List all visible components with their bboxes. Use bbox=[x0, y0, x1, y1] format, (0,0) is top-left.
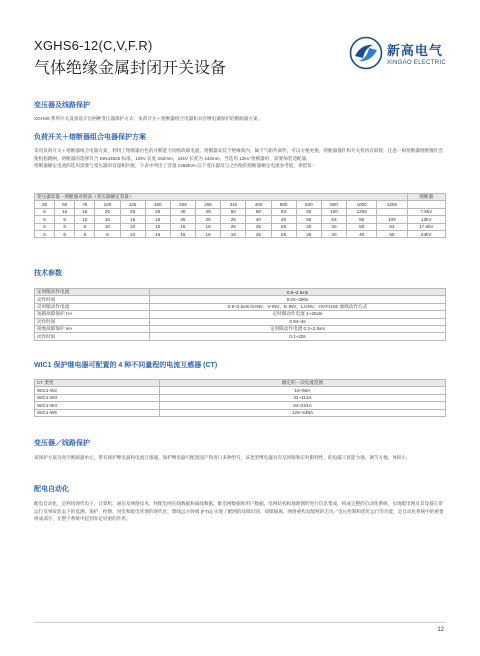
table-cell: 6 bbox=[95, 230, 120, 237]
table-cell: 16 bbox=[221, 230, 246, 237]
section-text: 配电自动化，是利用现代电子、计算机、通信及网络技术，将配电网在线数据和离线数据、配电网数据和用户数据、电网结构和地理图形进行信息集成，构成完整的自动化系统，实现配电网及其设备正常运行及事故状态下的监测、保护、控制、用电和配电管理的现代化，馈线远方终端 (FTU) 实现了配网的故障识别、故障隔离、网络重构及配网的无功／电压控制和优化运行等功能，是自动化系统中的重要组成部分，在整个系统中起到举足轻重的作用。 bbox=[34, 501, 444, 522]
table-cell: WIC1-W3 bbox=[35, 394, 160, 401]
table-cell bbox=[407, 201, 445, 208]
table-cell: 16 bbox=[196, 230, 221, 237]
table-cell: 40 bbox=[321, 230, 346, 237]
table-cell: 1250 bbox=[347, 208, 377, 215]
table-cell: 50 bbox=[221, 208, 246, 215]
table-cell: 动作时间 bbox=[35, 333, 150, 340]
section-heading: WIC1 保护继电器可配置的 4 种不同量程的电流互感器 (CT) bbox=[34, 362, 218, 369]
table-cell: 24kV bbox=[407, 230, 445, 237]
table-cell: 25 bbox=[95, 208, 120, 215]
table-cell: 16 bbox=[75, 208, 95, 215]
ct-range-table bbox=[34, 379, 446, 417]
table-cell: 25 bbox=[35, 201, 55, 208]
table-cell: 6 bbox=[75, 223, 95, 230]
table-cell: 25 bbox=[145, 208, 170, 215]
table-cell: 6 bbox=[35, 223, 55, 230]
table-cell: 6 bbox=[35, 216, 55, 223]
table-cell: 50 bbox=[246, 208, 271, 215]
section-heading: 技术参数 bbox=[34, 270, 62, 277]
section-transformer-line-protection bbox=[34, 100, 446, 123]
table-cell: 25 bbox=[196, 216, 221, 223]
table-cell: 16 bbox=[55, 208, 75, 215]
table-cell: 6 bbox=[35, 208, 55, 215]
table-cell: 50 bbox=[296, 216, 321, 223]
logo-emblem-icon bbox=[349, 36, 383, 70]
table-cell: 定时限动作电流 bbox=[35, 289, 150, 296]
table-cell: 16~56A bbox=[160, 387, 446, 394]
table-cell: 40 bbox=[321, 223, 346, 230]
page-number: 12 bbox=[437, 627, 444, 633]
product-model: XGHS6-12(C,V,F.R) bbox=[34, 38, 153, 53]
table-cell: 100 bbox=[377, 216, 407, 223]
table-cell: 16 bbox=[95, 216, 120, 223]
section-tech-params bbox=[34, 268, 446, 341]
table-cell: 0.04~300s bbox=[150, 296, 446, 303]
table-cell: 动作时间 bbox=[35, 318, 150, 325]
table-cell: 80 bbox=[347, 216, 377, 223]
table-cell: 40 bbox=[271, 216, 296, 223]
table-cell: 17.5kV bbox=[407, 223, 445, 230]
table-cell: 6 bbox=[35, 230, 55, 237]
table-cell: 125 bbox=[120, 201, 145, 208]
table-cell: 16 bbox=[145, 216, 170, 223]
table-header-cell: 变压器容量－熔断器对照表（变压器额定容量） bbox=[35, 194, 408, 201]
table-row bbox=[35, 402, 446, 409]
table-cell: 400 bbox=[246, 201, 271, 208]
table-cell: 10 bbox=[95, 223, 120, 230]
table-cell: WIC1-W2 bbox=[35, 387, 160, 394]
table-row bbox=[35, 311, 446, 318]
table-cell: 定时限动作电流 0.2~2.5xIs bbox=[150, 325, 446, 332]
table-cell: 63 bbox=[377, 223, 407, 230]
table-cell: 100 bbox=[321, 208, 346, 215]
section-text-2: 熔断器额定电流的选用需要与变压器的容量相匹配，下表中列出了容量 1250kVA 以下变压器及与之匹配的熔断器额定电流参考值，供借鉴： bbox=[34, 163, 317, 169]
table-cell: 短路故障保护 I>> bbox=[35, 311, 150, 318]
table-cell: 10 bbox=[120, 223, 145, 230]
table-cell: 25 bbox=[246, 223, 271, 230]
table-cell: 0.9~2.5xIs bbox=[150, 289, 446, 296]
table-row bbox=[35, 201, 446, 208]
table-cell: 16 bbox=[170, 223, 195, 230]
table-row bbox=[35, 387, 446, 394]
company-logo bbox=[349, 36, 446, 70]
table-cell: 25 bbox=[271, 230, 296, 237]
table-cell: 25 bbox=[296, 230, 321, 237]
table-cell: 0.1~20s bbox=[150, 333, 446, 340]
table-cell: 40 bbox=[296, 223, 321, 230]
table-cell: CT 类型 bbox=[35, 380, 160, 387]
table-cell: 额定的一次电流范围 bbox=[160, 380, 446, 387]
table-cell: 10 bbox=[75, 216, 95, 223]
table-header-cell: 熔断器 bbox=[407, 194, 445, 201]
table-cell: 16 bbox=[120, 216, 145, 223]
section-transformer-line-protection-2 bbox=[34, 438, 446, 462]
table-row bbox=[35, 380, 446, 387]
table-cell: 动作时间 bbox=[35, 296, 150, 303]
section-text: 采用负荷开关＋熔断器组合电器方案，利用了熔断器出色的开断能力切断故障电流，熔断器安装于绝缘筒内，属于气箱外部件，可以方便更换，熔断器撞针和开关机构有联锁，任意一相熔断器熔断撞针会使机构跳闸，熔断器的选择符合 DIN43625 标准，12kV 长度 292mm，24kV 长度为 442mm，当选用 12kV 熔断器时，需要加装适配器。 bbox=[34, 148, 443, 161]
table-cell: 50 bbox=[55, 201, 75, 208]
table-cell: 25 bbox=[221, 216, 246, 223]
table-cell: 25 bbox=[120, 208, 145, 215]
table-cell: 200 bbox=[170, 201, 195, 208]
table-row bbox=[35, 303, 446, 310]
table-cell: 12kV bbox=[407, 216, 445, 223]
table-cell: 16 bbox=[196, 223, 221, 230]
table-cell: 反时限动作电流 bbox=[35, 303, 150, 310]
table-cell: 63 bbox=[321, 216, 346, 223]
table-cell: 7.5kV bbox=[407, 208, 445, 215]
table-row bbox=[35, 318, 446, 325]
section-distribution-automation bbox=[34, 484, 446, 523]
table-row bbox=[35, 223, 446, 230]
table-row bbox=[35, 289, 446, 296]
section-heading: 负荷开关＋熔断器组合电器保护方案 bbox=[34, 134, 146, 141]
document-header bbox=[34, 38, 226, 78]
table-cell: 25 bbox=[170, 216, 195, 223]
table-row bbox=[35, 394, 446, 401]
table-cell: 250 bbox=[196, 201, 221, 208]
table-cell: 定时限动作电流 1~20xIs bbox=[150, 311, 446, 318]
table-cell: 128~448A bbox=[160, 409, 446, 416]
table-cell: 40 bbox=[170, 208, 195, 215]
table-cell: WIC1-W5 bbox=[35, 409, 160, 416]
table-cell: 32~112A bbox=[160, 394, 446, 401]
table-cell: WIC1-W4 bbox=[35, 402, 160, 409]
table-cell: 25 bbox=[271, 223, 296, 230]
table-cell: 6 bbox=[55, 216, 75, 223]
table-row bbox=[35, 230, 446, 237]
section-text: 该保护方案为真空断路器单元，带有保护继电器和电流互感器，保护继电器可配置国产和进口多种型号，该类型继电器具有反时限和定时限特性，的电磁干扰能力强，调节方便，体积小， bbox=[34, 455, 411, 460]
table-cell: 6 bbox=[75, 230, 95, 237]
table-cell: 1000 bbox=[347, 201, 377, 208]
table-cell: 64~224A bbox=[160, 402, 446, 409]
table-cell: 16 bbox=[145, 230, 170, 237]
table-cell: 25 bbox=[221, 223, 246, 230]
table-cell: 80 bbox=[296, 208, 321, 215]
section-heading: 变压器及线路保护 bbox=[34, 102, 90, 109]
table-cell: 接地故障保护 Ie> bbox=[35, 325, 150, 332]
section-text: XGHS6 系列开关设备设计出两种变压器保护方式：负荷开关＋熔断器组合电器和具有继电器保护的断路器方案。 bbox=[34, 116, 263, 121]
table-row bbox=[35, 409, 446, 416]
table-row bbox=[35, 325, 446, 332]
table-row bbox=[35, 296, 446, 303]
section-heading: 变压器／线路保护 bbox=[34, 440, 90, 447]
tech-params-table bbox=[34, 288, 446, 341]
table-cell: 40 bbox=[347, 230, 377, 237]
fuse-table-wrapper bbox=[34, 193, 446, 238]
table-cell: 100 bbox=[95, 201, 120, 208]
footer-divider bbox=[34, 622, 446, 623]
table-cell: 25 bbox=[246, 230, 271, 237]
table-cell: 6 bbox=[55, 223, 75, 230]
table-cell: 10 bbox=[120, 230, 145, 237]
table-cell: 63 bbox=[271, 208, 296, 215]
table-cell: 315 bbox=[221, 201, 246, 208]
table-cell: 10 bbox=[145, 223, 170, 230]
table-row bbox=[35, 333, 446, 340]
fuse-selection-table bbox=[34, 193, 446, 238]
table-cell: 6 bbox=[55, 230, 75, 237]
table-cell: 40 bbox=[196, 208, 221, 215]
table-cell: 160 bbox=[145, 201, 170, 208]
table-cell: 40 bbox=[246, 216, 271, 223]
section-fuse-scheme bbox=[34, 132, 446, 170]
table-row bbox=[35, 208, 446, 215]
table-cell: 0.9~2.5xIs N-INV、V-INV、E-INV、LI-INV、HV-FUSE 曲线动作方式 bbox=[150, 303, 446, 310]
table-cell bbox=[377, 208, 407, 215]
table-cell: 75 bbox=[75, 201, 95, 208]
product-title: 气体绝缘金属封闭开关设备 bbox=[34, 60, 227, 77]
table-cell: 0.04~3s bbox=[150, 318, 446, 325]
table-cell: 16 bbox=[170, 230, 195, 237]
table-cell: 630 bbox=[296, 201, 321, 208]
table-cell: 500 bbox=[271, 201, 296, 208]
table-cell: 1250 bbox=[377, 201, 407, 208]
section-ct-types bbox=[34, 360, 446, 417]
logo-english-name: XINGAO ELECTRIC bbox=[386, 60, 446, 66]
table-cell: 800 bbox=[321, 201, 346, 208]
table-cell: 50 bbox=[347, 223, 377, 230]
logo-chinese-name: 新高电气 bbox=[386, 43, 443, 58]
section-heading: 配电自动化 bbox=[34, 486, 69, 493]
table-cell: 50 bbox=[377, 230, 407, 237]
table-row bbox=[35, 216, 446, 223]
